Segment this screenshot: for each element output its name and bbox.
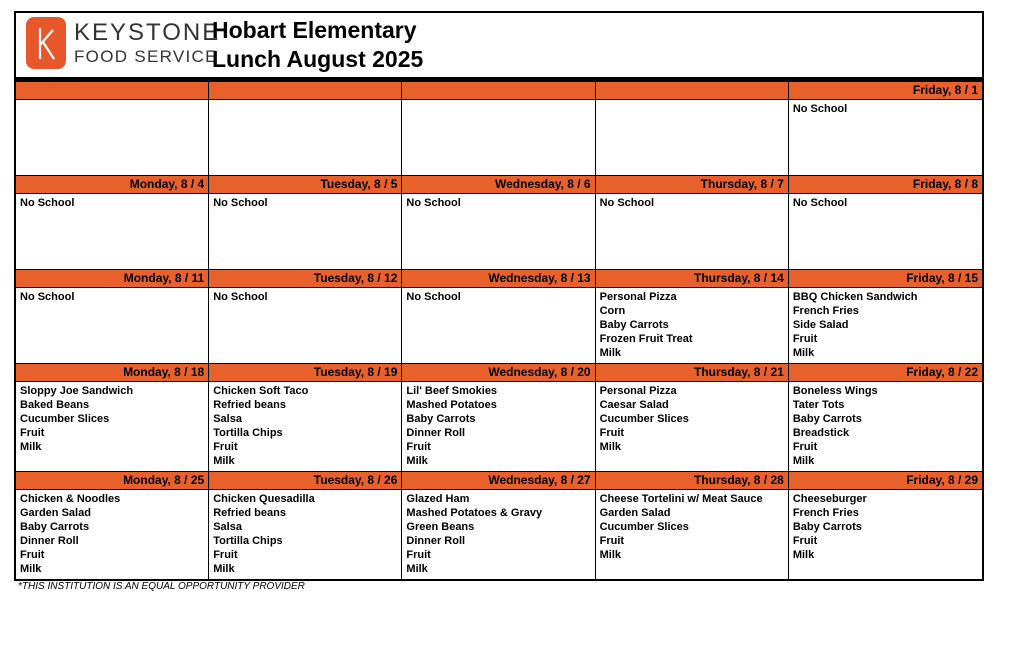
day-menu	[209, 100, 401, 175]
day-header: Thursday, 8 / 21	[596, 363, 788, 382]
day-header: Tuesday, 8 / 12	[209, 269, 401, 288]
day-cell	[596, 269, 789, 363]
menu-item: Salsa	[213, 413, 242, 425]
menu-item: Garden Salad	[20, 507, 91, 519]
day-menu	[402, 382, 594, 471]
menu-item: Mashed Potatoes & Gravy	[406, 507, 543, 519]
menu-item: No School	[20, 197, 75, 209]
day-cell	[209, 471, 402, 579]
day-header: Monday, 8 / 25	[16, 471, 208, 490]
menu-item: Fruit	[213, 441, 238, 453]
day-cell	[209, 81, 402, 175]
day-cell	[789, 81, 982, 175]
menu-item: Refried beans	[213, 399, 286, 411]
menu-item: Frozen Fruit Treat	[599, 333, 693, 345]
menu-item: Tortilla Chips	[213, 427, 283, 439]
menu-item: No School	[406, 197, 461, 209]
day-cell	[16, 175, 209, 269]
day-header: Tuesday, 8 / 5	[209, 175, 401, 194]
menu-item: Milk	[406, 563, 428, 575]
menu-item: Cheeseburger	[792, 493, 867, 505]
menu-item: Dinner Roll	[20, 535, 79, 547]
day-menu	[402, 288, 594, 363]
day-cell	[402, 269, 595, 363]
day-cell	[16, 81, 209, 175]
day-cell	[402, 81, 595, 175]
menu-item: Boneless Wings	[792, 385, 878, 397]
menu-item: No School	[20, 291, 75, 303]
menu-item: Milk	[20, 563, 42, 575]
menu-item: Baby Carrots	[406, 413, 476, 425]
week-row	[16, 471, 982, 579]
day-header: Wednesday, 8 / 6	[402, 175, 594, 194]
menu-item: Milk	[213, 455, 235, 467]
day-header: Wednesday, 8 / 13	[402, 269, 594, 288]
menu-item: BBQ Chicken Sandwich	[792, 291, 918, 303]
day-cell	[209, 175, 402, 269]
menu-title	[212, 16, 423, 74]
menu-item: Milk	[599, 441, 622, 453]
day-menu	[789, 288, 982, 363]
menu-item: Fruit	[792, 441, 818, 453]
menu-month: Lunch August 2025	[212, 46, 424, 72]
menu-sheet	[14, 11, 984, 581]
day-cell	[16, 471, 209, 579]
day-header: Thursday, 8 / 7	[596, 175, 788, 194]
menu-item: Fruit	[213, 549, 238, 561]
brand-line2: FOOD SERVICE	[74, 47, 218, 66]
day-cell	[789, 471, 982, 579]
menu-item: Garden Salad	[599, 507, 671, 519]
day-header: Thursday, 8 / 28	[596, 471, 788, 490]
day-cell	[402, 471, 595, 579]
day-header: Friday, 8 / 15	[789, 269, 982, 288]
menu-item: Fruit	[792, 535, 818, 547]
menu-item: Tater Tots	[792, 399, 845, 411]
day-menu	[402, 100, 594, 175]
day-menu	[16, 382, 208, 471]
menu-item: Green Beans	[406, 521, 475, 533]
day-header: Tuesday, 8 / 26	[209, 471, 401, 490]
menu-item: No School	[213, 197, 268, 209]
menu-item: Milk	[792, 347, 815, 359]
day-header: Friday, 8 / 1	[789, 81, 982, 100]
menu-item: Fruit	[20, 427, 45, 439]
menu-item: Side Salad	[792, 319, 849, 331]
day-menu	[209, 490, 401, 579]
day-menu	[789, 382, 982, 471]
day-menu	[596, 288, 788, 363]
menu-item: Fruit	[406, 549, 431, 561]
day-cell	[209, 363, 402, 471]
menu-item: Glazed Ham	[406, 493, 470, 505]
menu-item: Dinner Roll	[406, 535, 466, 547]
day-menu	[209, 382, 401, 471]
menu-item: Milk	[20, 441, 42, 453]
day-header: Wednesday, 8 / 20	[402, 363, 594, 382]
day-menu	[402, 490, 594, 579]
day-header: Wednesday, 8 / 27	[402, 471, 594, 490]
day-menu	[402, 194, 594, 269]
week-row	[16, 175, 982, 269]
day-cell	[596, 175, 789, 269]
day-cell	[789, 175, 982, 269]
day-cell	[596, 471, 789, 579]
menu-item: French Fries	[792, 507, 859, 519]
menu-item: Sloppy Joe Sandwich	[20, 385, 134, 397]
school-name: Hobart Elementary	[212, 17, 417, 43]
menu-item: Milk	[599, 549, 622, 561]
menu-item: Milk	[792, 549, 815, 561]
menu-item: Refried beans	[213, 507, 286, 519]
day-header	[596, 81, 788, 100]
menu-item: Baby Carrots	[599, 319, 669, 331]
menu-item: Lil' Beef Smokies	[406, 385, 498, 397]
day-cell	[789, 363, 982, 471]
day-cell	[209, 269, 402, 363]
menu-item: Chicken Quesadilla	[213, 493, 315, 505]
day-menu	[596, 490, 788, 579]
calendar-grid	[14, 81, 984, 581]
day-menu	[596, 382, 788, 471]
menu-item: Personal Pizza	[599, 291, 677, 303]
day-menu	[596, 194, 788, 269]
menu-item: Dinner Roll	[406, 427, 466, 439]
week-row	[16, 269, 982, 363]
menu-item: Milk	[213, 563, 235, 575]
day-menu	[209, 288, 401, 363]
menu-item: Chicken & Noodles	[20, 493, 121, 505]
day-header: Monday, 8 / 11	[16, 269, 208, 288]
menu-item: Baby Carrots	[792, 521, 862, 533]
day-cell	[789, 269, 982, 363]
day-menu	[209, 194, 401, 269]
day-cell	[596, 81, 789, 175]
menu-item: Fruit	[792, 333, 818, 345]
day-menu	[789, 194, 982, 269]
menu-item: Personal Pizza	[599, 385, 677, 397]
day-menu	[16, 288, 208, 363]
menu-item: Milk	[406, 455, 428, 467]
menu-item: Corn	[599, 305, 626, 317]
day-menu	[16, 490, 208, 579]
menu-item: Cucumber Slices	[599, 413, 689, 425]
menu-item: No School	[599, 197, 654, 209]
menu-item: Baked Beans	[20, 399, 90, 411]
day-menu	[16, 194, 208, 269]
day-header: Friday, 8 / 22	[789, 363, 982, 382]
menu-header	[14, 11, 984, 81]
day-cell	[402, 175, 595, 269]
menu-item: Cucumber Slices	[599, 521, 689, 533]
day-header: Tuesday, 8 / 19	[209, 363, 401, 382]
day-cell	[402, 363, 595, 471]
day-menu	[16, 100, 208, 175]
menu-item: Milk	[599, 347, 622, 359]
menu-item: Fruit	[20, 549, 45, 561]
footer-note: *THIS INSTITUTION IS AN EQUAL OPPORTUNITY PROVIDER	[18, 581, 305, 592]
menu-item: Cucumber Slices	[20, 413, 110, 425]
day-menu	[596, 100, 788, 175]
day-cell	[16, 363, 209, 471]
day-header	[402, 81, 594, 100]
brand-line1: KEYSTONE	[74, 19, 221, 46]
menu-item: Fruit	[599, 427, 625, 439]
day-cell	[596, 363, 789, 471]
menu-item: Salsa	[213, 521, 242, 533]
day-header: Friday, 8 / 8	[789, 175, 982, 194]
menu-item: No School	[792, 197, 848, 209]
week-row	[16, 81, 982, 175]
week-row	[16, 363, 982, 471]
day-header	[209, 81, 401, 100]
day-header	[16, 81, 208, 100]
menu-item: No School	[792, 103, 848, 115]
day-header: Monday, 8 / 18	[16, 363, 208, 382]
menu-item: Tortilla Chips	[213, 535, 283, 547]
menu-item: French Fries	[792, 305, 859, 317]
day-cell	[16, 269, 209, 363]
menu-item: Milk	[792, 455, 815, 467]
day-header: Monday, 8 / 4	[16, 175, 208, 194]
menu-item: Breadstick	[792, 427, 850, 439]
menu-item: Cheese Tortelini w/ Meat Sauce	[599, 493, 763, 505]
day-menu	[789, 100, 982, 175]
menu-item: No School	[406, 291, 461, 303]
menu-item: Baby Carrots	[792, 413, 862, 425]
keystone-logo-icon	[26, 17, 66, 69]
day-menu	[789, 490, 982, 579]
menu-item: Caesar Salad	[599, 399, 669, 411]
menu-item: No School	[213, 291, 268, 303]
menu-item: Fruit	[599, 535, 625, 547]
day-header: Thursday, 8 / 14	[596, 269, 788, 288]
menu-item: Baby Carrots	[20, 521, 90, 533]
menu-item: Chicken Soft Taco	[213, 385, 309, 397]
brand-name	[74, 21, 220, 67]
day-header: Friday, 8 / 29	[789, 471, 982, 490]
menu-item: Mashed Potatoes	[406, 399, 497, 411]
menu-item: Fruit	[406, 441, 431, 453]
